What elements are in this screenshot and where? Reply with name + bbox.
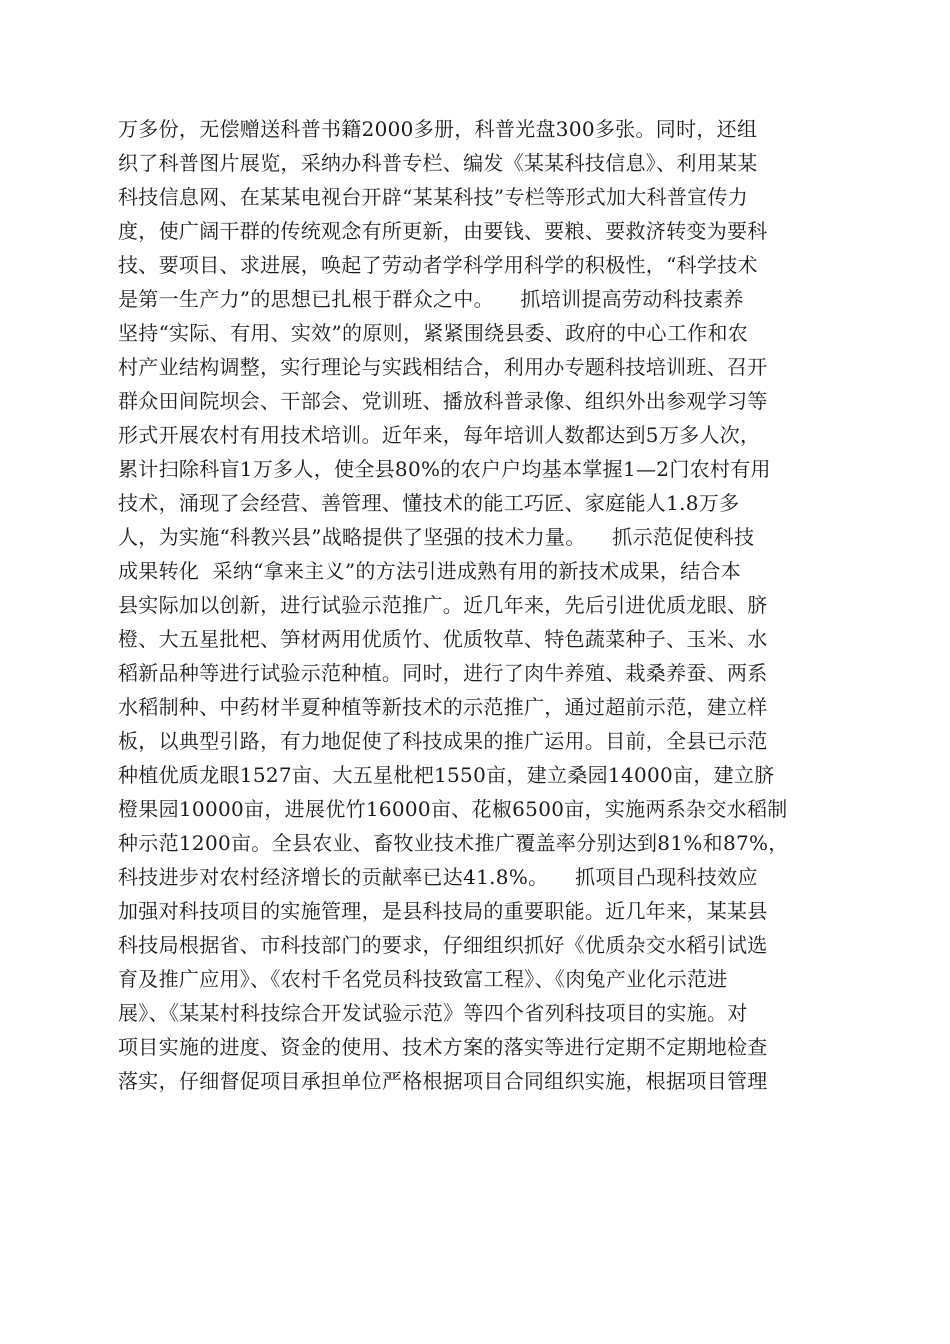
text-line: 橙、大五星批杷、笋材两用优质竹、优质牧草、特色蔬菜种子、玉米、水 — [118, 627, 768, 651]
text-line: 群众田间院坝会、干部会、党训班、播放科普录像、组织外出参观学习等 — [118, 389, 768, 413]
text-line: 科技进步对农村经济增长的贡献率已达41.8%。 抓项目凸现科技效应 — [118, 865, 758, 889]
text-line: 技、要项目、求进展，唤起了劳动者学科学用科学的积极性，“科学技术 — [118, 253, 758, 277]
text-line: 坚持“实际、有用、实效”的原则，紧紧围绕县委、政府的中心工作和农 — [118, 321, 749, 345]
text-line: 人，为实施“科教兴县”战略提供了坚强的技术力量。 抓示范促使科技 — [118, 525, 755, 549]
text-line: 万多份，无偿赠送科普书籍2000多册，科普光盘300多张。同时，还组 — [118, 117, 758, 141]
text-line: 科技局根据省、市科技部门的要求，仔细组织抓好《优质杂交水稻引试选 — [118, 933, 768, 957]
text-line: 种示范1200亩。全县农业、畜牧业技术推广覆盖率分别达到81%和87%， — [118, 831, 789, 855]
text-line: 项目实施的进度、资金的使用、技术方案的落实等进行定期不定期地检查 — [118, 1035, 768, 1059]
body-text — [118, 112, 838, 1098]
text-line: 是第一生产力”的思想已扎根于群众之中。 抓培训提高劳动科技素养 — [118, 287, 744, 311]
text-line: 科技信息网、在某某电视台开辟“某某科技”专栏等形式加大科普宣传力 — [118, 185, 749, 209]
text-line: 稻新品种等进行试验示范种植。同时，进行了肉牛养殖、栽桑养蚕、两系 — [118, 661, 768, 685]
text-line: 形式开展农村有用技术培训。近年来，每年培训人数都达到5万多人次， — [118, 423, 761, 447]
text-line: 织了科普图片展览，采纳办科普专栏、编发《某某科技信息》、利用某某 — [118, 151, 758, 175]
text-line: 累计扫除科盲1万多人，使全县80%的农户户均基本掌握1—2门农村有用 — [118, 457, 771, 481]
text-line: 加强对科技项目的实施管理，是县科技局的重要职能。近几年来，某某县 — [118, 899, 768, 923]
text-line: 落实，仔细督促项目承担单位严格根据项目合同组织实施，根据项目管理 — [118, 1069, 768, 1093]
text-line: 橙果园10000亩，进展优竹16000亩、花椒6500亩，实施两系杂交水稻制 — [118, 797, 788, 821]
text-line: 村产业结构调整，实行理论与实践相结合，利用办专题科技培训班、召开 — [118, 355, 768, 379]
text-line: 展》、《某某村科技综合开发试验示范》等四个省列科技项目的实施。对 — [118, 1001, 748, 1025]
text-line: 水稻制种、中药材半夏种植等新技术的示范推广，通过超前示范，建立样 — [118, 695, 768, 719]
text-line: 度，使广阔干群的传统观念有所更新，由要钱、要粮、要救济转变为要科 — [118, 219, 768, 243]
text-line: 成果转化 采纳“拿来主义”的方法引进成熟有用的新技术成果，结合本 — [118, 559, 742, 583]
text-line: 技术，涌现了会经营、善管理、懂技术的能工巧匠、家庭能人1.8万多 — [118, 491, 740, 515]
text-line: 育及推广应用》、《农村千名党员科技致富工程》、《肉兔产业化示范进 — [118, 967, 728, 991]
text-line: 县实际加以创新，进行试验示范推广。近几年来，先后引进优质龙眼、脐 — [118, 593, 768, 617]
text-line: 种植优质龙眼1527亩、大五星枇杷1550亩，建立桑园14000亩，建立脐 — [118, 763, 775, 787]
text-line: 板，以典型引路，有力地促使了科技成果的推广运用。目前，全县已示范 — [118, 729, 768, 753]
